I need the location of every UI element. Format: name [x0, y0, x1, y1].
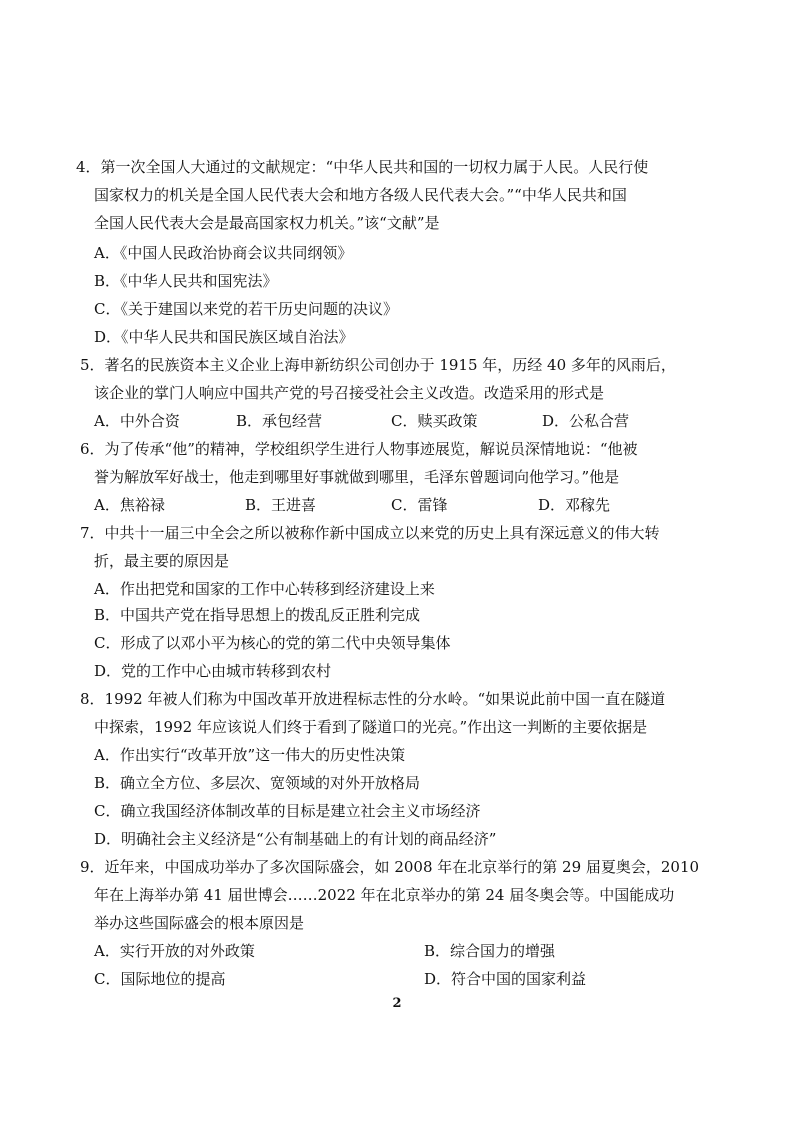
question-9-option-a: A．实行开放的对外政策	[94, 942, 255, 960]
question-6-option-b: B．王进喜	[245, 496, 317, 514]
question-7-option-b: B．中国共产党在指导思想上的拨乱反正胜利完成	[94, 606, 421, 624]
question-8-option-b: B．确立全方位、多层次、宽领域的对外开放格局	[94, 774, 421, 792]
question-8-option-d: D．明确社会主义经济是“公有制基础上的有计划的商品经济”	[94, 830, 497, 848]
question-5-option-a: A．中外合资	[94, 412, 180, 430]
question-4-line-2: 国家权力的机关是全国人民代表大会和地方各级人民代表大会。”“中华人民共和国	[94, 186, 627, 204]
question-5-option-c: C．赎买政策	[391, 412, 478, 430]
question-8-line-1: 8．1992 年被人们称为中国改革开放进程标志性的分水岭。“如果说此前中国一直在隧道	[80, 690, 666, 708]
question-7-option-c: C．形成了以邓小平为核心的党的第二代中央领导集体	[94, 634, 451, 652]
question-4-option-c: C．《关于建国以来党的若干历史问题的决议》	[94, 300, 398, 318]
question-9-option-b: B．综合国力的增强	[424, 942, 556, 960]
question-6-option-d: D．邓稼先	[538, 496, 611, 514]
question-9-line-2: 年在上海举办第 41 届世博会……2022 年在北京举办的第 24 届冬奥会等。中国能成功	[94, 886, 675, 904]
question-6-option-c: C．雷锋	[391, 496, 448, 514]
question-9-option-c: C．国际地位的提高	[94, 970, 226, 988]
question-7-option-a: A．作出把党和国家的工作中心转移到经济建设上来	[94, 580, 435, 598]
question-8-line-2: 中探索，1992 年应该说人们终于看到了隧道口的光亮。”作出这一判断的主要依据是	[94, 718, 648, 736]
question-8-option-c: C．确立我国经济体制改革的目标是建立社会主义市场经济	[94, 802, 481, 820]
question-4-option-a: A．《中国人民政治协商会议共同纲领》	[94, 244, 353, 262]
question-4-line-1: 4．第一次全国人大通过的文献规定：“中华人民共和国的一切权力属于人民。人民行使	[76, 158, 649, 176]
question-5-option-d: D．公私合营	[542, 412, 630, 430]
question-5-option-b: B．承包经营	[236, 412, 323, 430]
page-number: 2	[392, 996, 402, 1011]
question-4-line-3: 全国人民代表大会是最高国家权力机关。”该“文献”是	[94, 214, 440, 232]
question-5-line-2: 该企业的掌门人响应中国共产党的号召接受社会主义改造。改造采用的形式是	[94, 384, 605, 402]
question-5-line-1: 5．著名的民族资本主义企业上海申新纺织公司创办于 1915 年，历经 40 多年的风雨后，	[80, 356, 676, 374]
question-7-line-2: 折，最主要的原因是	[94, 552, 230, 570]
question-6-line-1: 6．为了传承“他”的精神，学校组织学生进行人物事迹展览，解说员深情地说：“他被	[80, 440, 638, 458]
question-6-option-a: A．焦裕禄	[94, 496, 165, 514]
question-4-option-d: D．《中华人民共和国民族区域自治法》	[94, 328, 354, 346]
question-9-option-d: D．符合中国的国家利益	[424, 970, 587, 988]
question-9-line-1: 9．近年来，中国成功举办了多次国际盛会，如 2008 年在北京举行的第 29 届夏奥会，2010	[80, 858, 700, 876]
question-9-line-3: 举办这些国际盛会的根本原因是	[94, 914, 305, 932]
question-8-option-a: A．作出实行“改革开放”这一伟大的历史性决策	[94, 746, 406, 764]
question-6-line-2: 誉为解放军好战士，他走到哪里好事就做到哪里，毛泽东曾题词向他学习。”他是	[94, 468, 620, 486]
question-7-line-1: 7．中共十一届三中全会之所以被称作新中国成立以来党的历史上具有深远意义的伟大转	[80, 524, 660, 542]
question-4-option-b: B．《中华人民共和国宪法》	[94, 272, 278, 290]
question-7-option-d: D．党的工作中心由城市转移到农村	[94, 662, 332, 680]
